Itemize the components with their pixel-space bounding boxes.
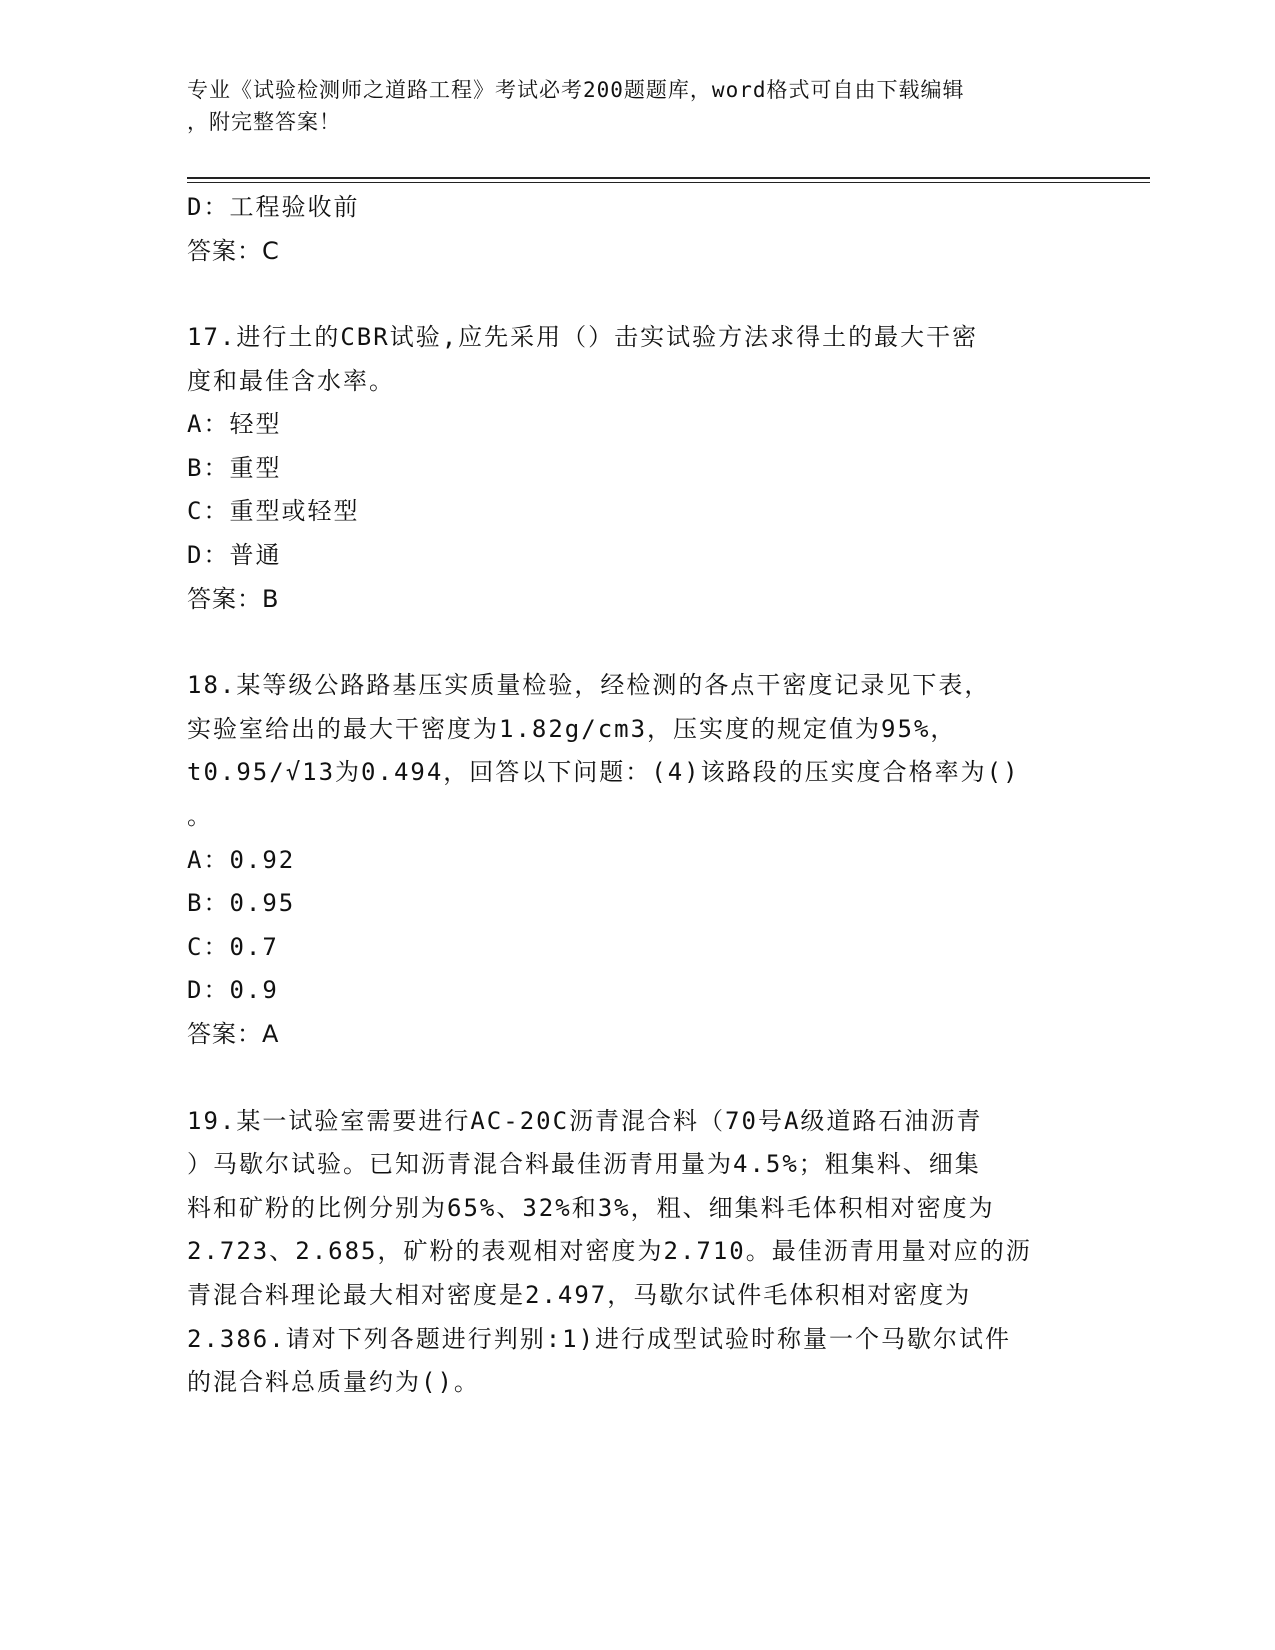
q17-option-a: A：轻型 <box>187 410 282 438</box>
q19-stem-line6: 2.386.请对下列各题进行判别:1)进行成型试验时称量一个马歇尔试件 <box>187 1325 1012 1353</box>
header-rule-thin <box>187 182 1150 183</box>
q19-stem-line1: 19.某一试验室需要进行AC-20C沥青混合料（70号A级道路石油沥青 <box>187 1107 983 1135</box>
q19-stem-line2: ）马歇尔试验。已知沥青混合料最佳沥青用量为4.5%；粗集料、细集 <box>187 1150 981 1178</box>
header-title-line1: 专业《试验检测师之道路工程》考试必考200题题库，word格式可自由下载编辑 <box>187 78 965 102</box>
q18-stem-line2: 实验室给出的最大干密度为1.82g/cm3，压实度的规定值为95%， <box>187 715 957 743</box>
header-title-line2: ，附完整答案！ <box>187 110 341 134</box>
q16-answer: 答案：C <box>187 237 280 265</box>
q18-stem-line4: 。 <box>187 802 213 830</box>
q19-stem-line3: 料和矿粉的比例分别为65%、32%和3%，粗、细集料毛体积相对密度为 <box>187 1194 995 1222</box>
q18-option-b: B：0.95 <box>187 889 296 917</box>
page-header <box>187 74 1067 138</box>
q17-stem-line2: 度和最佳含水率。 <box>187 367 395 395</box>
q18-option-d: D：0.9 <box>187 976 279 1004</box>
q17-option-d: D：普通 <box>187 541 282 569</box>
q18-option-c: C：0.7 <box>187 933 279 961</box>
q17-answer: 答案：B <box>187 585 280 613</box>
q17-option-c: C：重型或轻型 <box>187 497 360 525</box>
q16-option-d: D：工程验收前 <box>187 193 360 221</box>
q19-stem-line4: 2.723、2.685，矿粉的表观相对密度为2.710。最佳沥青用量对应的沥 <box>187 1237 1032 1265</box>
q18-option-a: A：0.92 <box>187 846 296 874</box>
q19-stem-line7: 的混合料总质量约为()。 <box>187 1368 480 1396</box>
q19-stem-line5: 青混合料理论最大相对密度是2.497，马歇尔试件毛体积相对密度为 <box>187 1281 972 1309</box>
q17-option-b: B：重型 <box>187 454 282 482</box>
q18-stem-line3: t0.95/√13为0.494，回答以下问题：(4)该路段的压实度合格率为() <box>187 758 1020 786</box>
q18-answer: 答案：A <box>187 1020 280 1048</box>
header-rule-thick <box>187 177 1150 179</box>
q18-stem-line1: 18.某等级公路路基压实质量检验，经检测的各点干密度记录见下表， <box>187 671 991 699</box>
q17-stem-line1: 17.进行土的CBR试验,应先采用（）击实试验方法求得土的最大干密 <box>187 323 979 351</box>
